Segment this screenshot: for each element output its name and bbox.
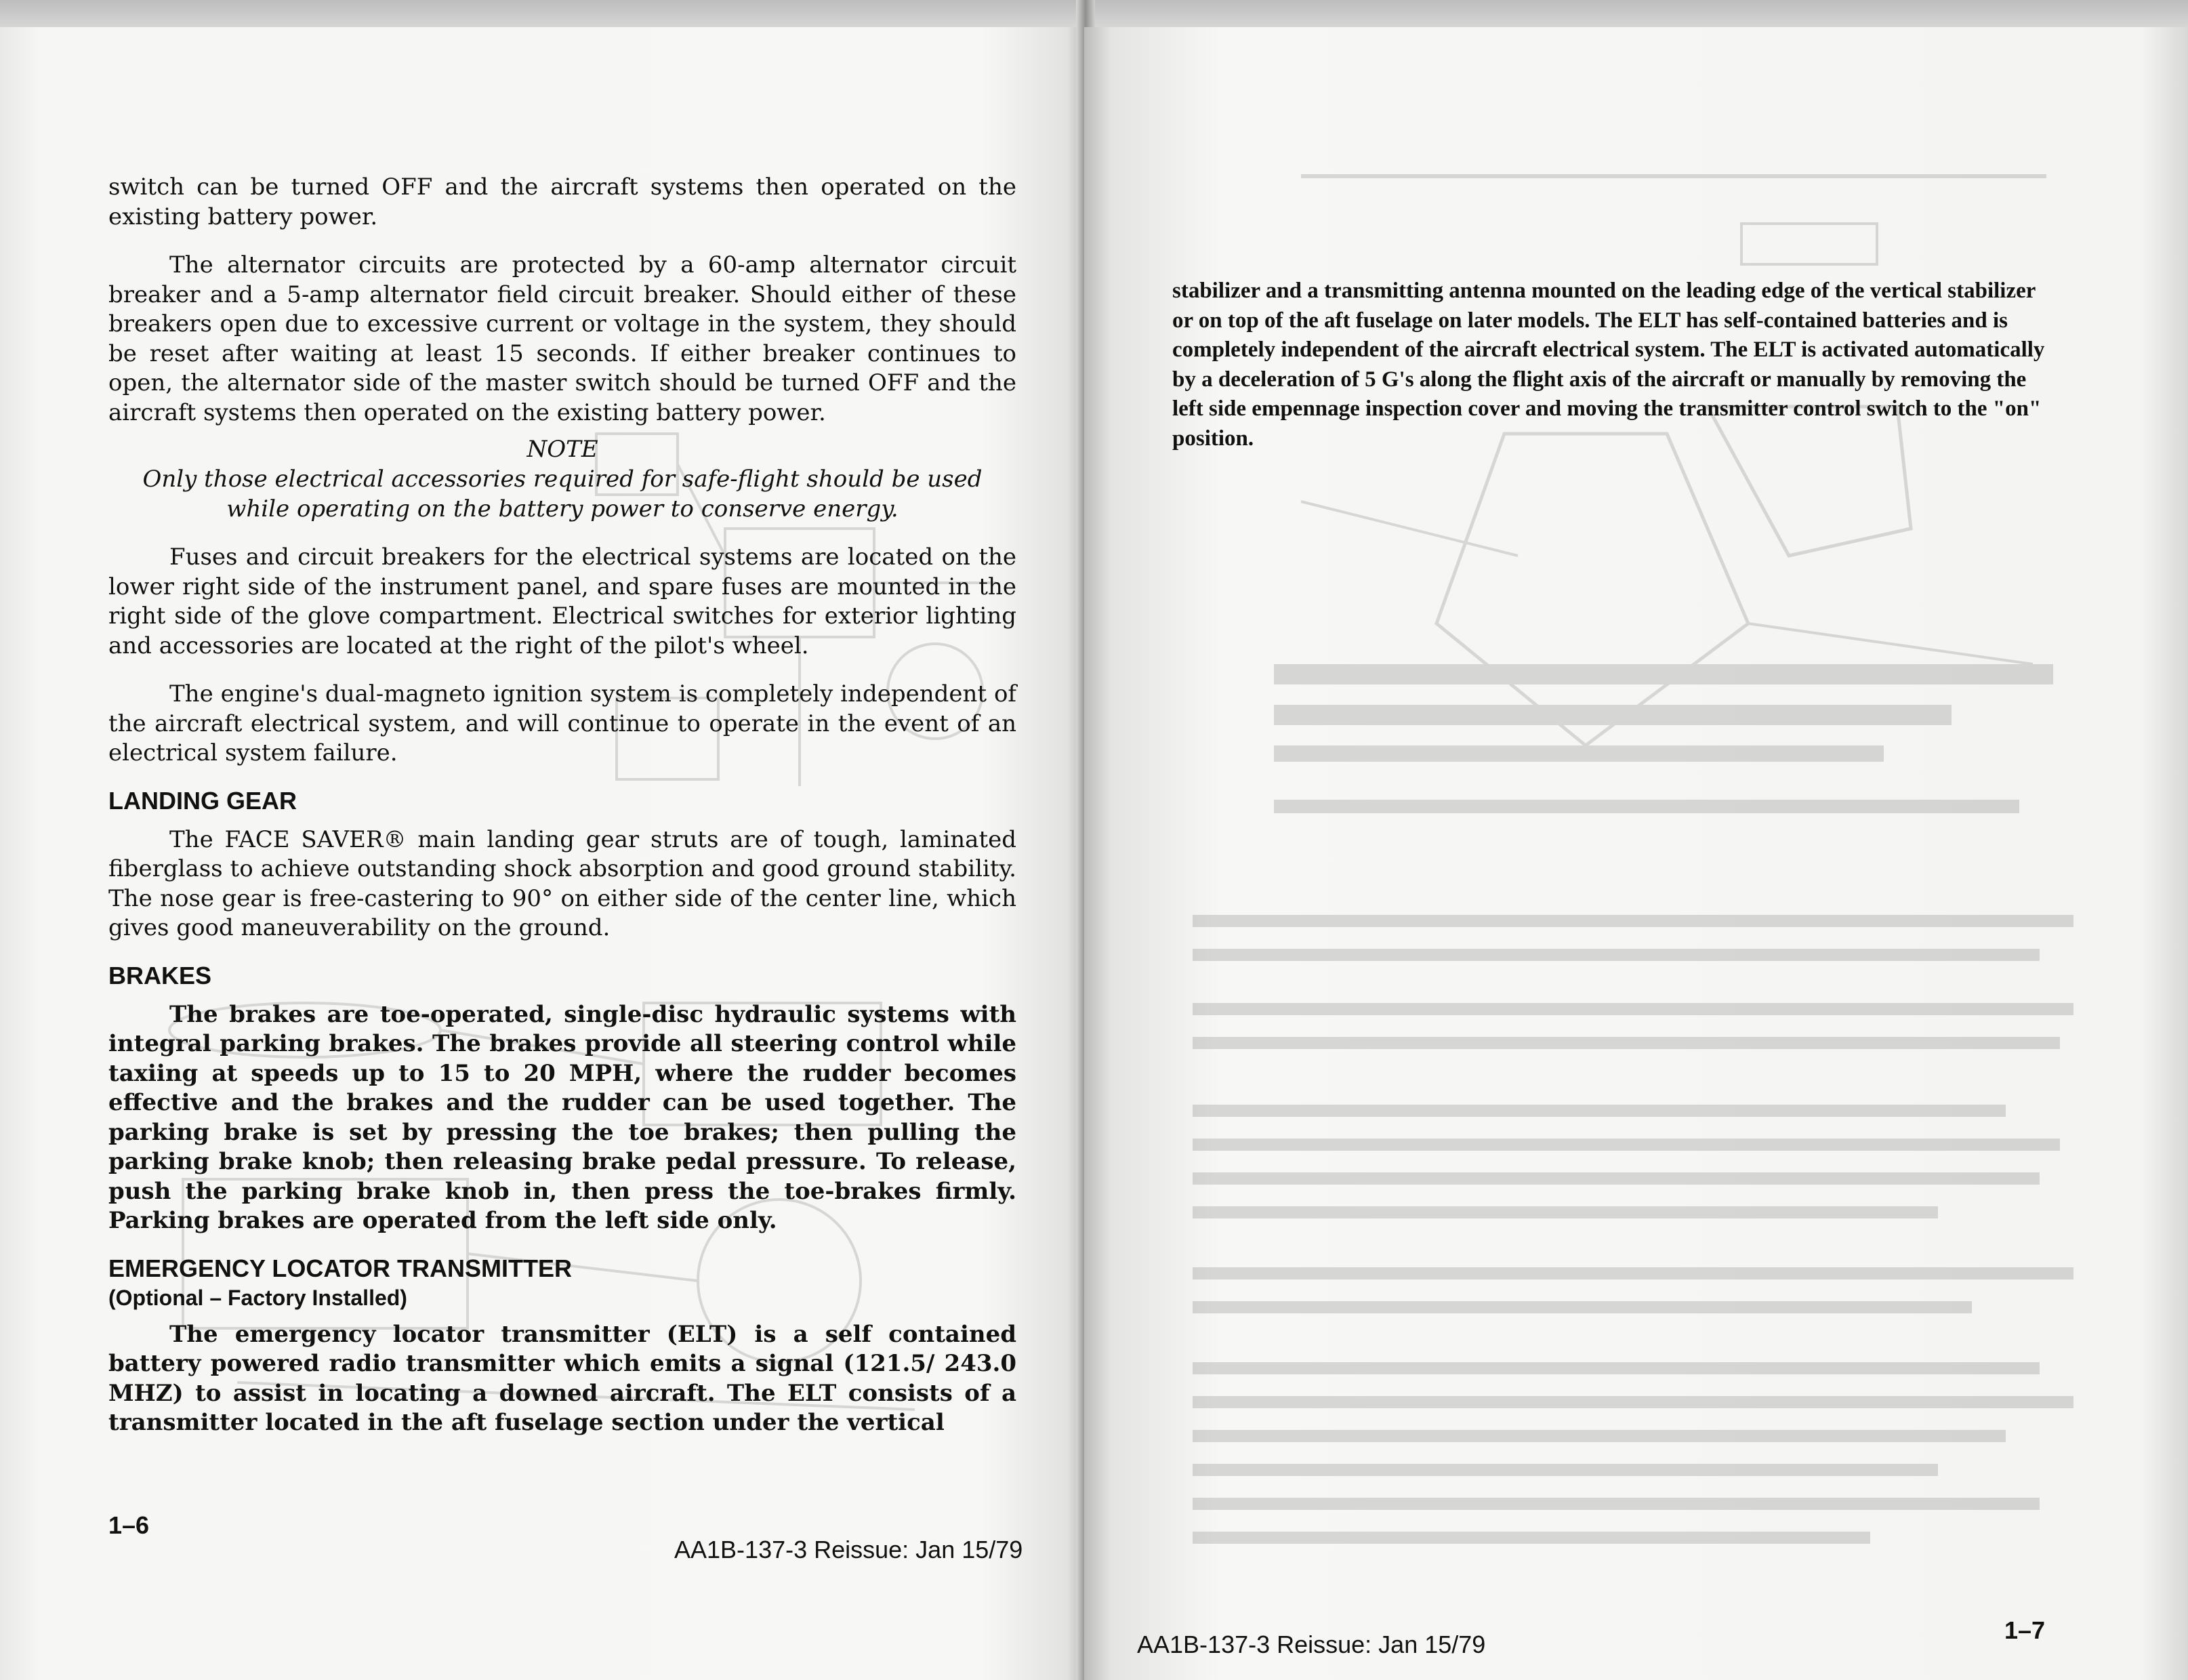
alternator-paragraph: The alternator circuits are protected by a 60-amp alternator circuit breaker and a 5-amp alternator field circuit breaker. Should either of these breakers open due to excessive current or voltage in the system, they should be reset after waiting at least 15 seconds. If either breaker continues to open, the alternator side of the master switch should be turned OFF and the aircraft systems then operated on the existing battery power. <box>108 251 1016 426</box>
right-page <box>1084 27 2188 1680</box>
elt-continued-paragraph: stabilizer and a transmitting antenna mounted on the leading edge of the vertical stabilizer or on top of the aft fuselage on later models. The ELT has self-contained batteries and is completely independent of the aircraft electrical system. The ELT is activated automatically by a deceleration of 5 G's along the flight axis of the aircraft or manually by removing the left side empennage inspection cover and moving the transmitter control switch to the "on" position. <box>1172 279 2045 451</box>
landing-gear-heading: LANDING GEAR <box>108 786 297 815</box>
left-page-text-column <box>108 173 1016 1438</box>
left-page <box>0 27 1084 1680</box>
note-text: Only those electrical accessories required for safe-flight should be used while operating on the battery power to conserve energy. <box>142 466 983 523</box>
continued-paragraph: switch can be turned OFF and the aircraft systems then operated on the existing battery power. <box>108 173 1016 230</box>
brakes-paragraph: The brakes are toe-operated, single-disc hydraulic systems with integral parking brakes. The brakes provide all steering control while taxiing at speeds up to 15 to 20 MPH, where the rudder becomes effective and the brakes and the rudder can be used together. The parking brake is set by pressing the toe brakes; then pulling the parking brake knob; then releasing brake pedal pressure. To release, push the parking brake knob in, then press the toe-brakes firmly. Parking brakes are operated from the left side only. <box>108 1000 1016 1234</box>
elt-subheading: (Optional – Factory Installed) <box>108 1285 407 1310</box>
brakes-heading: BRAKES <box>108 961 212 989</box>
bleed-through-inspection-diagram <box>1233 149 2080 861</box>
right-page-text-column <box>1172 276 2053 453</box>
elt-paragraph: The emergency locator transmitter (ELT) is a self contained battery powered radio transmitter which emits a signal (121.5/ 243.0 MHZ) to assist in locating a downed aircraft. The ELT consists of a transmitter located in the aft fuselage section under the vertical <box>108 1320 1016 1436</box>
elt-heading: EMERGENCY LOCATOR TRANSMITTER <box>108 1254 573 1282</box>
left-page-footer: AA1B-137-3 Reissue: Jan 15/79 <box>674 1536 1023 1563</box>
left-page-number: 1–6 <box>108 1511 150 1539</box>
fuses-paragraph: Fuses and circuit breakers for the electrical systems are located on the lower right side of the instrument panel, and spare fuses are mounted in the right side of the glove compartment. Electrical switches for exterior lighting and accessories are located at the right of the pilot's wheel. <box>108 544 1016 659</box>
right-page-number: 1–7 <box>2004 1616 2046 1644</box>
landing-gear-paragraph: The FACE SAVER® main landing gear struts are of tough, laminated fiberglass to achieve outstanding shock absorption and good ground stability. The nose gear is free-castering to 90° on either side of the center line, which gives good maneuverability on the ground. <box>108 825 1016 941</box>
note-heading: NOTE <box>527 436 598 463</box>
magneto-paragraph: The engine's dual-magneto ignition system is completely independent of the aircraft electrical system, and will continue to operate in the event of an electrical system failure. <box>108 680 1016 766</box>
right-page-footer: AA1B-137-3 Reissue: Jan 15/79 <box>1137 1631 1486 1658</box>
bleed-through-mirrored-text <box>1179 888 2128 1599</box>
